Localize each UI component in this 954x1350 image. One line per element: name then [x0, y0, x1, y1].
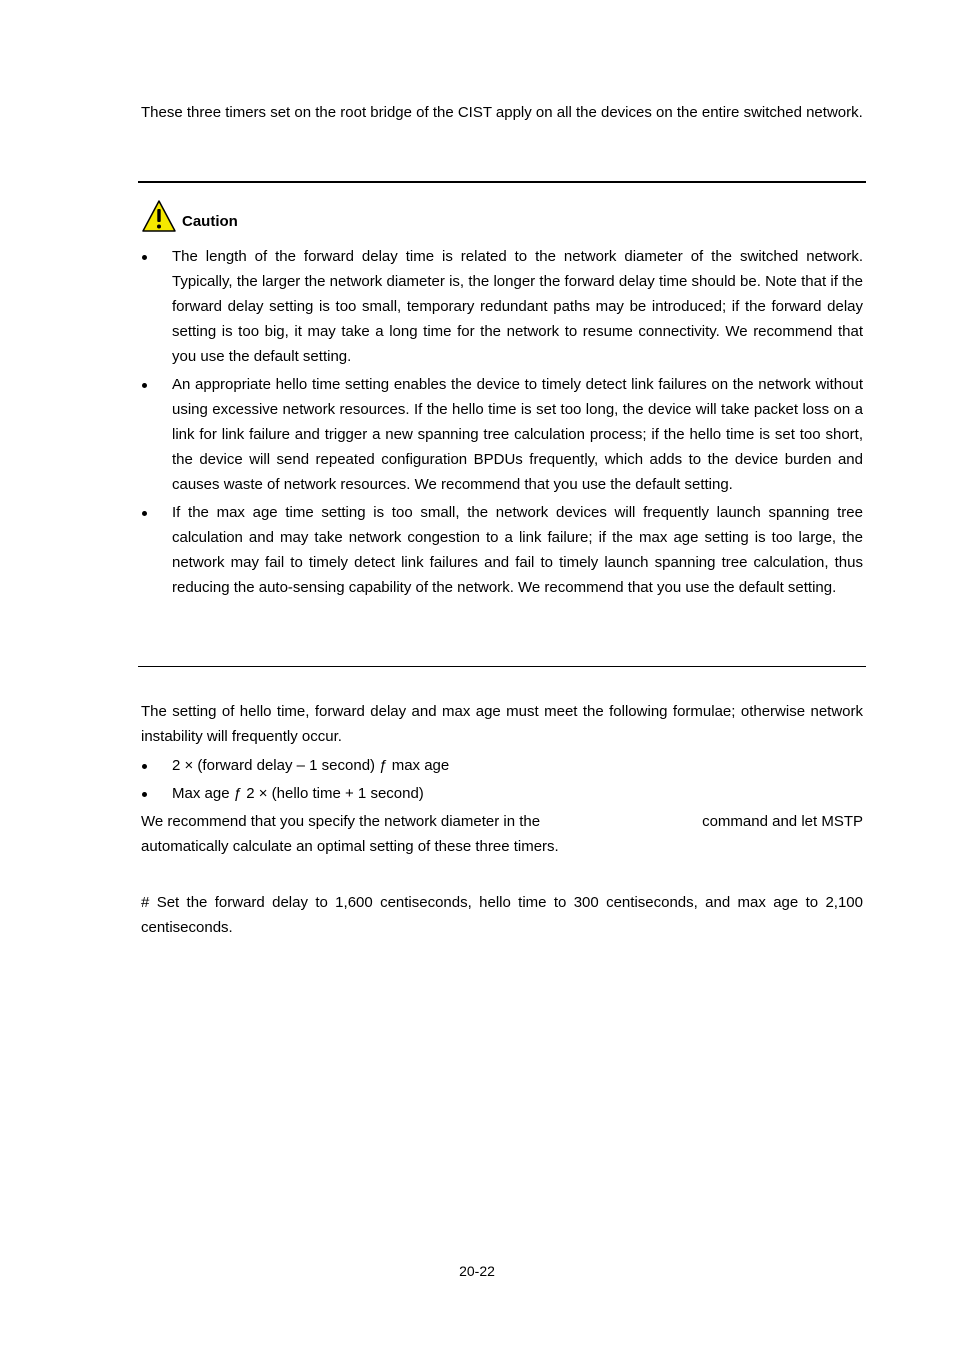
caution-item: If the max age time setting is too small, the network devices will frequently launch spanning tree calculation and may take network congestion to a link failure; if the max age setting is too large, the network may fail to timely detect link failures and fail to timely launch spanning tree calculation, thus reducing the auto-sensing capability of the network. We recommend that you use the default setting.	[141, 500, 863, 600]
bullet-icon	[142, 511, 147, 516]
bullet-icon	[142, 764, 147, 769]
bullet-icon	[142, 383, 147, 388]
caution-item: The length of the forward delay time is related to the network diameter of the switched network. Typically, the larger the network diameter is, the longer the forward delay time should be. Note that if the forward delay setting is too small, temporary redundant paths may be introduced; if the forward delay setting is too big, it may take a long time for the network to resume connectivity. We recommend that you use the default setting.	[141, 244, 863, 369]
caution-list	[141, 244, 863, 603]
recommend-line	[141, 809, 863, 834]
document-page: These three timers set on the root bridge of the CIST apply on all the devices on the entire switched network. Caution The length of the forward delay time is related to the network diameter of the switched network. Typically, the larger the network diameter is, the longer the forward delay time should be. Note that if the forward delay setting is too small, temporary redundant paths may be introduced; if the forward delay setting is too big, it may take a long time for the network to resume connectivity. We recommend that you use the default setting. An appropriate hello time setting enables the device to timely detect link failures on the network without using excessive network resources. If the hello time is set too long, the device will take packet loss on a link for link failure and trigger a new spanning tree calculation process; if the hello time is set too short, the device will send repeated configuration BPDUs frequently, which adds to the device burden and causes waste of network resources. We recommend that you use the default setting. If the max age time setting is too small, the network devices will frequently launch spanning tree calculation and may take network congestion to a link failure; if the max age setting is too large, the network may fail to timely detect link failures and fail to timely launch spanning tree calculation, thus reducing the auto-sensing capability of the network. We recommend that you use the default setting. The setting of hello time, forward delay and max age must meet the following formulae; otherwise network instability will frequently occur. 2 × (forward delay – 1 second) ƒ max age Max age ƒ 2 × (hello time + 1 second) We recommend that you specify the network diameter in the command and let MSTP automatically calculate an optimal setting of these three timers. # Set the forward delay to 1,600 centiseconds, hello time to 300 centiseconds, and max age to 2,100 centiseconds. 20-22	[0, 0, 954, 1350]
bullet-icon	[142, 255, 147, 260]
caution-label: Caution	[182, 213, 238, 230]
caution-item: An appropriate hello time setting enables the device to timely detect link failures on the network without using excessive network resources. If the hello time is set too long, the device will take packet loss on a link for link failure and trigger a new spanning tree calculation process; if the hello time is set too short, the device will send repeated configuration BPDUs frequently, which adds to the device burden and causes waste of network resources. We recommend that you use the default setting.	[141, 372, 863, 497]
warning-triangle-icon	[141, 199, 177, 233]
recommend-text-left: We recommend that you specify the network diameter in the	[141, 813, 541, 830]
recommend-text-right: command and let MSTP	[702, 813, 863, 830]
formulae-intro: The setting of hello time, forward delay and max age must meet the following formulae; otherwise network instability will frequently occur.	[141, 703, 863, 745]
intro-paragraph: These three timers set on the root bridge of the CIST apply on all the devices on the entire switched network.	[141, 104, 863, 121]
bullet-icon	[142, 792, 147, 797]
recommend-line-2: automatically calculate an optimal setting of these three timers.	[141, 838, 559, 855]
example-paragraph: # Set the forward delay to 1,600 centiseconds, hello time to 300 centiseconds, and max age to 2,100 centiseconds.	[141, 894, 863, 936]
page-number: 20-22	[459, 1263, 495, 1279]
caution-top-rule	[138, 181, 866, 183]
caution-bottom-rule	[138, 666, 866, 667]
